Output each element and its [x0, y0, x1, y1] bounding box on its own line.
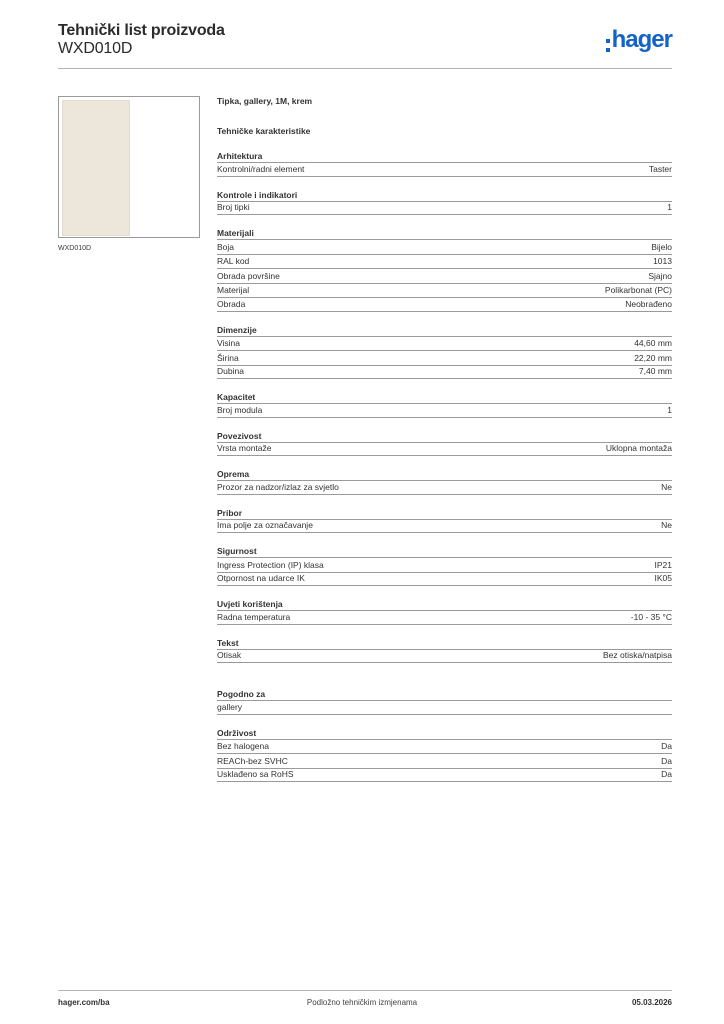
- spec-row: [217, 768, 672, 783]
- spec-label: Kontrolni/radni element: [217, 163, 305, 174]
- spec-row: [217, 442, 672, 457]
- spec-row: [217, 572, 672, 587]
- spec-label: Prozor za nadzor/izlaz za svjetlo: [217, 481, 339, 492]
- spec-value: Sjajno: [648, 270, 672, 281]
- spec-group: [217, 599, 672, 625]
- spec-group: [217, 392, 672, 418]
- product-image-frame: [58, 96, 200, 238]
- spec-row: [217, 700, 672, 715]
- spec-group-title: Kapacitet: [217, 392, 256, 402]
- spec-label: Ingress Protection (IP) klasa: [217, 559, 324, 570]
- spec-group-title: Arhitektura: [217, 151, 263, 161]
- spec-group: [217, 469, 672, 495]
- spec-row: [217, 350, 672, 365]
- spec-label: Otisak: [217, 650, 242, 660]
- spec-value: Bijelo: [651, 241, 672, 252]
- spec-group-title: Oprema: [217, 469, 250, 479]
- spec-label: Obrada površine: [217, 270, 280, 281]
- spec-group: [217, 638, 672, 664]
- spec-label: Ima polje za označavanje: [217, 520, 313, 530]
- spec-label: Obrada: [217, 298, 246, 309]
- footer-divider: [58, 990, 672, 991]
- spec-label: REACh-bez SVHC: [217, 755, 288, 766]
- spec-group-title: Pogodno za: [217, 689, 266, 699]
- spec-group: [217, 151, 672, 177]
- spec-label: RAL kod: [217, 256, 250, 266]
- spec-group: [217, 546, 672, 586]
- spec-group-title: Pribor: [217, 507, 243, 518]
- spec-value: IK05: [654, 573, 672, 583]
- spec-group-title: Kontrole i indikatori: [217, 189, 298, 200]
- spec-label: Bez halogena: [217, 741, 269, 751]
- spec-row: [217, 519, 672, 534]
- spec-value: Da: [661, 741, 672, 751]
- spec-group-title: Materijali: [217, 228, 254, 238]
- spec-row: [217, 283, 672, 298]
- spec-label: Dubina: [217, 366, 244, 376]
- footer-notice: Podložno tehničkim izmjenama: [306, 998, 418, 1007]
- spec-value: Taster: [648, 163, 672, 174]
- document-title: Tehnički list proizvoda: [58, 22, 225, 39]
- spec-group-title: Tekst: [217, 637, 239, 648]
- spec-value: 22,20 mm: [634, 352, 672, 363]
- spec-label: Otpornost na udarce IK: [217, 573, 305, 583]
- spec-value: Ne: [661, 481, 672, 492]
- spec-value: 7,40 mm: [638, 366, 672, 376]
- spec-value: Bez otiska/natpisa: [603, 650, 672, 660]
- spec-group: [217, 689, 672, 715]
- spec-label: Širina: [217, 352, 239, 363]
- spec-value: IP21: [654, 559, 672, 570]
- spec-groups: [217, 151, 672, 782]
- spec-row: [217, 739, 672, 754]
- spec-row: [217, 239, 672, 254]
- spec-label: Usklađeno sa RoHS: [217, 769, 294, 779]
- spec-value: 44,60 mm: [634, 338, 672, 348]
- spec-value: Ne: [661, 520, 672, 530]
- spec-value: 1: [667, 404, 672, 415]
- spec-group: [217, 728, 672, 783]
- spec-group: [217, 190, 672, 216]
- spec-label: gallery: [217, 701, 243, 712]
- specifications: [217, 96, 672, 782]
- spec-row: [217, 336, 672, 351]
- spec-row: [217, 254, 672, 269]
- spec-label: Visina: [217, 338, 240, 348]
- spec-group-title: Uvjeti korištenja: [217, 599, 283, 609]
- hager-logo: [606, 26, 672, 54]
- document-header: [58, 20, 672, 70]
- spec-value: Polikarbonat (PC): [604, 285, 672, 295]
- logo-dots-icon: [606, 39, 611, 52]
- footer-website[interactable]: hager.com/ba: [58, 998, 110, 1007]
- spec-label: Broj tipki: [217, 202, 250, 212]
- spec-value: Da: [661, 755, 672, 766]
- spec-row: [217, 162, 672, 177]
- spec-row: [217, 610, 672, 625]
- spec-group-title: Sigurnost: [217, 546, 257, 556]
- spec-label: Vrsta montaže: [217, 443, 272, 453]
- spec-group: [217, 228, 672, 312]
- spec-value: Da: [661, 769, 672, 779]
- product-image-caption: WXD010D: [58, 245, 92, 252]
- spec-value: Uklopna montaža: [605, 443, 672, 453]
- spec-value: 1: [667, 202, 672, 212]
- spec-row: [217, 297, 672, 312]
- spec-value: Neobrađeno: [625, 298, 672, 309]
- spec-value: 1013: [653, 256, 672, 266]
- spec-group-title: Povezivost: [217, 430, 262, 441]
- spec-row: [217, 480, 672, 495]
- spec-group-title: Održivost: [217, 727, 257, 738]
- product-image: [62, 100, 130, 236]
- spec-row: [217, 268, 672, 283]
- spec-row: [217, 753, 672, 768]
- spec-label: Radna temperatura: [217, 611, 291, 622]
- spec-row: [217, 649, 672, 664]
- spec-value: -10 - 35 °C: [630, 611, 672, 622]
- spec-group: [217, 431, 672, 457]
- spec-row: [217, 557, 672, 572]
- footer-date: 05.03.2026: [631, 998, 672, 1007]
- header-divider: [58, 68, 672, 69]
- spec-group: [217, 325, 672, 380]
- section-title: Tehničke karakteristike: [217, 126, 311, 136]
- product-name: Tipka, gallery, 1M, krem: [217, 96, 313, 106]
- logo-text: hager: [611, 26, 672, 53]
- spec-row: [217, 403, 672, 418]
- spec-group: [217, 508, 672, 534]
- spec-row: [217, 201, 672, 216]
- spec-label: Materijal: [217, 285, 250, 295]
- spec-group-title: Dimenzije: [217, 324, 257, 335]
- spec-label: Broj modula: [217, 404, 263, 415]
- product-code: WXD010D: [58, 40, 133, 57]
- spec-label: Boja: [217, 241, 235, 252]
- spec-row: [217, 365, 672, 380]
